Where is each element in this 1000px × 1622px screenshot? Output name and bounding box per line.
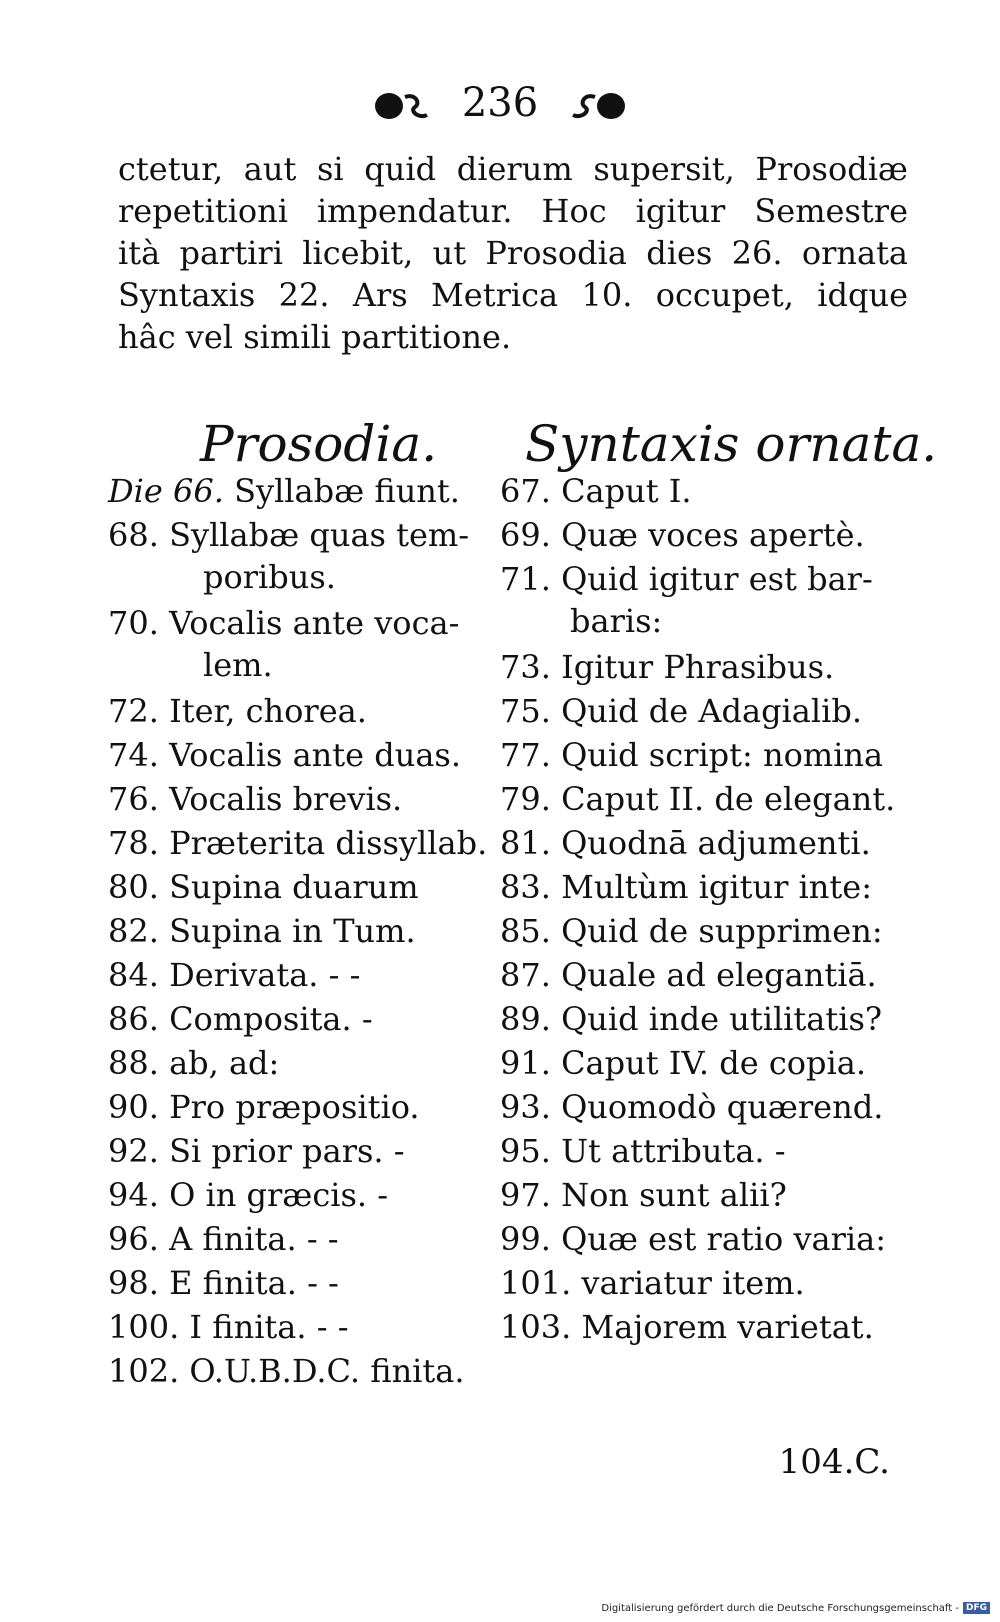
intro-line: repetitioni impendatur. Hoc igitur Semestre xyxy=(118,192,908,230)
entry-day-number: 98. xyxy=(108,1264,159,1302)
intro-paragraph xyxy=(118,148,908,358)
entry-text: Quid de supprimen: xyxy=(561,912,883,950)
prosodia-entry xyxy=(108,998,373,1040)
entry-text: Ut attributa. - xyxy=(561,1132,786,1170)
syntaxis-entry xyxy=(500,1262,805,1304)
prosodia-entry xyxy=(108,1350,465,1392)
syntaxis-entry xyxy=(500,1042,866,1084)
entry-day-number: 97. xyxy=(500,1176,551,1214)
syntaxis-entry xyxy=(500,822,871,864)
prosodia-entry xyxy=(108,954,360,996)
syntaxis-entry xyxy=(500,1306,874,1348)
entry-day-number: 101. xyxy=(500,1264,572,1302)
entry-day-number: 83. xyxy=(500,868,551,906)
entry-text: Quomodò quærend. xyxy=(561,1088,884,1126)
entry-day-number: 75. xyxy=(500,692,551,730)
intro-line: ctetur, aut si quid dierum supersit, Prosodiæ xyxy=(118,150,908,188)
entry-day-number: 68. xyxy=(108,516,159,554)
entry-text: ab, ad: xyxy=(169,1044,280,1082)
syntaxis-entry xyxy=(500,778,895,820)
prosodia-entry xyxy=(108,1306,349,1348)
page-header xyxy=(0,78,1000,128)
right-ornament-icon xyxy=(569,89,629,123)
entry-text: Quid igitur est bar- xyxy=(561,560,873,598)
entry-day-number: 85. xyxy=(500,912,551,950)
entry-text: Quæ est ratio varia: xyxy=(561,1220,886,1258)
entry-text: Caput IV. de copia. xyxy=(561,1044,866,1082)
syntaxis-entry xyxy=(500,1130,786,1172)
entry-text: Quid inde utilitatis? xyxy=(561,1000,883,1038)
entry-text: Vocalis ante voca- xyxy=(169,604,460,642)
entry-day-number: 80. xyxy=(108,868,159,906)
syntaxis-entry xyxy=(500,910,883,952)
catchword: 104.C. xyxy=(778,1442,890,1482)
syntaxis-entry xyxy=(500,558,873,642)
prosodia-entry xyxy=(108,690,367,732)
entry-text: E finita. - - xyxy=(169,1264,339,1302)
entry-text: I finita. - - xyxy=(189,1308,349,1346)
entry-day-number: 71. xyxy=(500,560,551,598)
syntaxis-entry xyxy=(500,514,865,556)
page-number: 236 xyxy=(461,80,539,126)
prosodia-entry xyxy=(108,734,461,776)
syntaxis-entry xyxy=(500,866,872,908)
entry-text: Majorem varietat. xyxy=(581,1308,874,1346)
prosodia-entry xyxy=(108,1042,279,1084)
entry-day-number: 82. xyxy=(108,912,159,950)
entry-day-number: 72. xyxy=(108,692,159,730)
entry-text: Præterita dissyllab. xyxy=(169,824,488,862)
entry-day-number: 88. xyxy=(108,1044,159,1082)
entry-continuation: baris: xyxy=(570,602,663,640)
footer-text: Digitalisierung gefördert durch die Deutsche Forschungsgemeinschaft - xyxy=(601,1602,959,1614)
entry-day-number: 94. xyxy=(108,1176,159,1214)
entry-day-number: 87. xyxy=(500,956,551,994)
entry-day-number: 86. xyxy=(108,1000,159,1038)
entry-day-number: 96. xyxy=(108,1220,159,1258)
syntaxis-entry xyxy=(500,1218,886,1260)
entry-text: Iter, chorea. xyxy=(169,692,367,730)
entry-text: O.U.B.D.C. finita. xyxy=(189,1352,465,1390)
syntaxis-entry xyxy=(500,646,834,688)
prosodia-heading: Prosodia. xyxy=(200,415,438,473)
entry-day-number: 67. xyxy=(500,472,551,510)
entry-text: Derivata. - - xyxy=(169,956,361,994)
entry-text: Multùm igitur inte: xyxy=(561,868,872,906)
entry-day-number: 89. xyxy=(500,1000,551,1038)
entry-day-number: 76. xyxy=(108,780,159,818)
entry-text: Supina in Tum. xyxy=(169,912,416,950)
entry-text: variatur item. xyxy=(581,1264,805,1302)
syntaxis-heading: Syntaxis ornata. xyxy=(525,415,938,473)
entry-text: Quæ voces apertè. xyxy=(561,516,865,554)
syntaxis-entry xyxy=(500,470,692,512)
entry-day-number: 100. xyxy=(108,1308,180,1346)
entry-day-number: 73. xyxy=(500,648,551,686)
intro-line: Syntaxis 22. Ars Metrica 10. occupet, idque xyxy=(118,276,908,314)
entry-day-number: 70. xyxy=(108,604,159,642)
dfg-logo: DFG xyxy=(963,1602,990,1614)
entry-day-number: 78. xyxy=(108,824,159,862)
prosodia-entry xyxy=(108,1174,388,1216)
entry-text: Quid de Adagialib. xyxy=(561,692,862,730)
entry-day-number: 84. xyxy=(108,956,159,994)
prosodia-entry xyxy=(108,470,460,512)
entry-text: Quodnā adjumenti. xyxy=(561,824,871,862)
syntaxis-entry xyxy=(500,734,883,776)
entry-day-number: 74. xyxy=(108,736,159,774)
entry-text: Si prior pars. - xyxy=(169,1132,405,1170)
entry-continuation: poribus. xyxy=(203,558,336,596)
prosodia-entry xyxy=(108,910,416,952)
entry-text: Syllabæ fiunt. xyxy=(234,472,460,510)
entry-text: Caput I. xyxy=(561,472,692,510)
entry-day-number: 103. xyxy=(500,1308,572,1346)
syntaxis-entry xyxy=(500,1174,787,1216)
entry-text: A finita. - - xyxy=(169,1220,339,1258)
syntaxis-entry xyxy=(500,690,862,732)
entry-day-number: 90. xyxy=(108,1088,159,1126)
prosodia-entry xyxy=(108,1262,339,1304)
prosodia-entry xyxy=(108,1130,405,1172)
prosodia-entry xyxy=(108,778,402,820)
entry-day-number: 81. xyxy=(500,824,551,862)
entry-text: Pro præpositio. xyxy=(169,1088,420,1126)
syntaxis-entry xyxy=(500,998,882,1040)
prosodia-entry xyxy=(108,602,459,686)
entry-text: O in græcis. - xyxy=(169,1176,389,1214)
prosodia-entry xyxy=(108,1086,420,1128)
prosodia-entry xyxy=(108,866,419,908)
entry-day-number: 99. xyxy=(500,1220,551,1258)
entry-day-number: 92. xyxy=(108,1132,159,1170)
prosodia-entry xyxy=(108,514,469,598)
footer-credit xyxy=(601,1602,990,1614)
entry-text: Vocalis brevis. xyxy=(169,780,403,818)
entry-text: Quid script: nomina xyxy=(561,736,884,774)
prosodia-entry xyxy=(108,822,487,864)
entry-day-number: 79. xyxy=(500,780,551,818)
syntaxis-entry xyxy=(500,954,877,996)
entry-text: Caput II. de elegant. xyxy=(561,780,896,818)
entry-day-number: 95. xyxy=(500,1132,551,1170)
entry-day-number: 102. xyxy=(108,1352,180,1390)
intro-line: ità partiri licebit, ut Prosodia dies 26. ornata xyxy=(118,234,908,272)
entry-text: Igitur Phrasibus. xyxy=(561,648,835,686)
entry-text: Composita. - xyxy=(169,1000,373,1038)
entry-text: Supina duarum xyxy=(169,868,419,906)
entry-day-number: Die 66. xyxy=(108,472,224,510)
entry-text: Quale ad elegantiā. xyxy=(561,956,877,994)
entry-day-number: 93. xyxy=(500,1088,551,1126)
entry-continuation: lem. xyxy=(203,646,273,684)
entry-text: Non sunt alii? xyxy=(561,1176,787,1214)
intro-line: hâc vel simili partitione. xyxy=(118,318,512,356)
entry-text: Vocalis ante duas. xyxy=(169,736,461,774)
entry-day-number: 77. xyxy=(500,736,551,774)
entry-day-number: 69. xyxy=(500,516,551,554)
entry-day-number: 91. xyxy=(500,1044,551,1082)
entry-text: Syllabæ quas tem- xyxy=(169,516,470,554)
syntaxis-entry xyxy=(500,1086,883,1128)
left-ornament-icon xyxy=(371,89,431,123)
prosodia-entry xyxy=(108,1218,339,1260)
